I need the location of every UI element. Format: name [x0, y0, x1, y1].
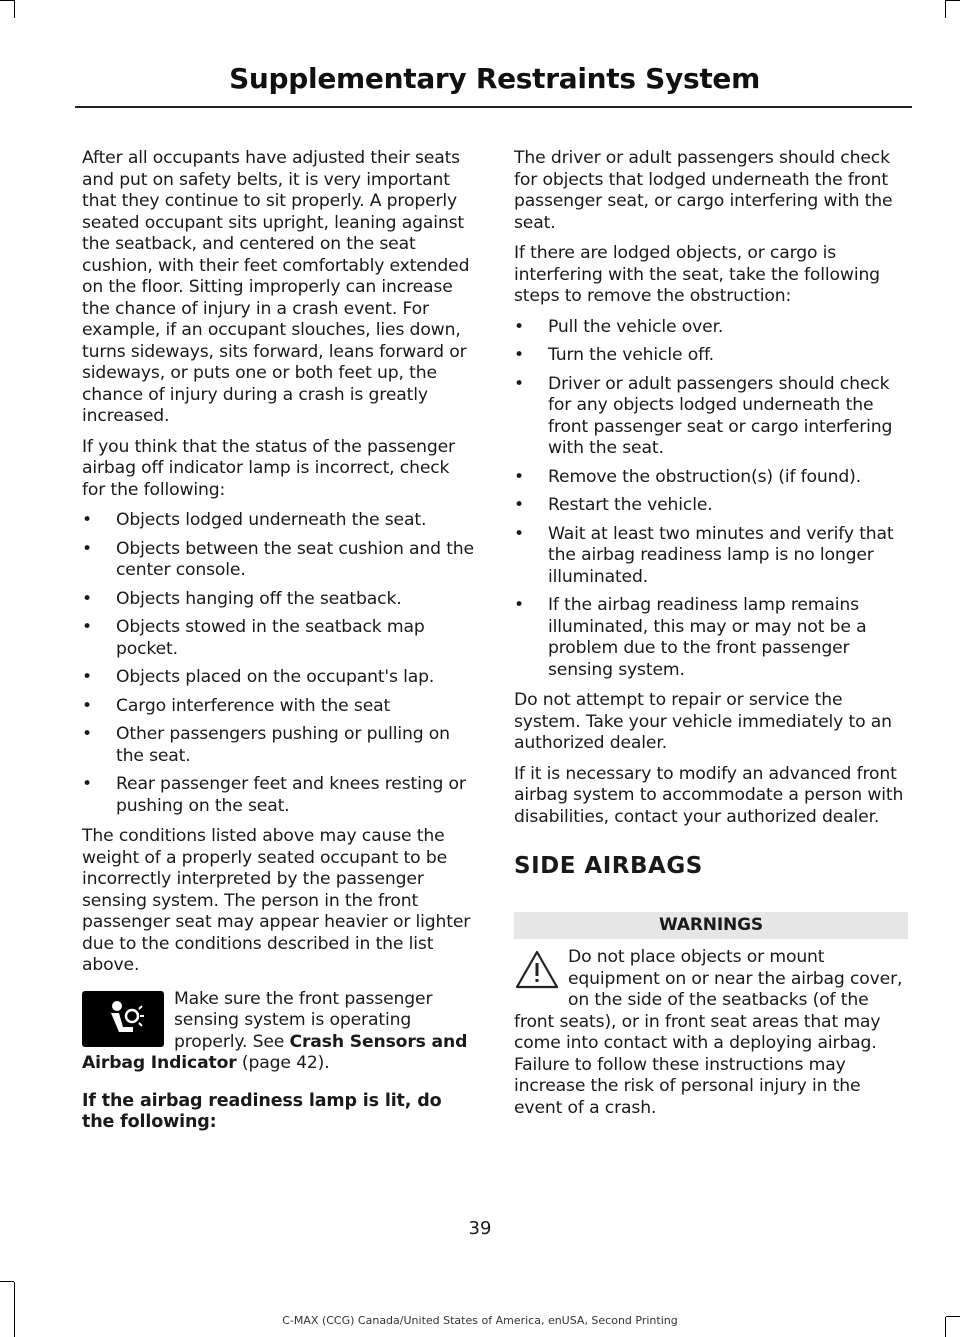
list-item: • Objects lodged underneath the seat.	[82, 510, 476, 532]
warning-triangle-icon	[514, 949, 560, 991]
list-item: • Cargo interference with the seat	[82, 696, 476, 718]
paragraph: If there are lodged objects, or cargo is interfering with the seat, take the following steps to remove the obstruction:	[514, 243, 880, 306]
list-item: • Objects hanging off the seatback.	[82, 589, 476, 611]
left-column	[82, 148, 476, 1143]
note-block	[82, 989, 476, 1075]
paragraph: If you think that the status of the passenger airbag off indicator lamp is incorrect, check for the following:	[82, 436, 455, 500]
list-item: • Objects stowed in the seatback map pocket.	[82, 617, 476, 660]
list-item: • Rear passenger feet and knees resting or pushing on the seat.	[82, 774, 476, 817]
paragraph: After all occupants have adjusted their seats and put on safety belts, it is very important that they continue to sit properly. A properly seated occupant sits upright, leaning against the seatback, and centered on the seat cushion, with their feet comfortably extended on the floor. Sitting improperly can increase the chance of injury in a crash event. For example, if an occupant slouches, lies down, turns sideways, sits forward, leans forward or sideways, or puts one or both feet up, the chance of injury during a crash is greatly increased.	[82, 148, 470, 426]
crop-mark	[14, 0, 15, 18]
paragraph: The driver or adult passengers should check for objects that lodged underneath the front passenger seat, or cargo interfering with the seat.	[514, 148, 893, 233]
page-title: Supplementary Restraints System	[229, 62, 760, 95]
sub-heading: If the airbag readiness lamp is lit, do the following:	[82, 1090, 442, 1132]
right-column	[514, 148, 908, 1119]
paragraph: The conditions listed above may cause the weight of a properly seated occupant to be incorrectly interpreted by the passenger sensing system. The person in the front passenger seat may appear heavier or lighter due to the conditions described in the list above.	[82, 826, 471, 975]
list-item: • Other passengers pushing or pulling on the seat.	[82, 724, 476, 767]
list-item: • If the airbag readiness lamp remains illuminated, this may or may not be a problem due to the front passenger sensing system.	[514, 595, 908, 681]
list-item: • Wait at least two minutes and verify that the airbag readiness lamp is no longer illuminated.	[514, 524, 908, 589]
airbag-warning-icon	[82, 991, 164, 1047]
list-item: • Remove the obstruction(s) (if found).	[514, 467, 908, 489]
crop-mark	[946, 0, 960, 1]
cross-reference-link[interactable]: Crash Sensors and Airbag Indicator	[82, 1031, 468, 1073]
page-reference: (page 42).	[236, 1053, 330, 1073]
crop-mark	[0, 1281, 14, 1282]
list-item: • Pull the vehicle over.	[514, 317, 908, 339]
header-divider	[75, 106, 912, 108]
list-item: • Driver or adult passengers should check for any objects lodged underneath the front passenger seat or cargo interfering with the seat.	[514, 374, 908, 460]
crop-mark	[0, 0, 14, 1]
crop-mark	[14, 1282, 15, 1337]
crop-mark	[945, 0, 946, 18]
warning-text: Do not place objects or mount equipment on or near the airbag cover, on the side of the seatbacks (of the front seats), or in front seat areas that may come into contact with a deploying airbag. Failure to follow these instructions may increase the risk of personal injury in the event of a crash.	[514, 947, 903, 1118]
list-item: • Objects placed on the occupant's lap.	[82, 667, 476, 689]
paragraph: Do not attempt to repair or service the system. Take your vehicle immediately to an authorized dealer.	[514, 690, 892, 753]
list-item: • Restart the vehicle.	[514, 495, 908, 517]
page-number: 39	[468, 1218, 492, 1239]
warning-block	[514, 947, 908, 1119]
list-item: • Objects between the seat cushion and the center console.	[82, 539, 476, 582]
bullet-list	[514, 317, 908, 682]
paragraph: If it is necessary to modify an advanced front airbag system to accommodate a person with disabilities, contact your authorized dealer.	[514, 763, 904, 827]
section-heading: SIDE AIRBAGS	[514, 853, 703, 879]
note-text: Make sure the front passenger sensing system is operating properly. See	[174, 988, 433, 1052]
warnings-header: WARNINGS	[514, 912, 908, 940]
list-item: • Turn the vehicle off.	[514, 345, 908, 367]
bullet-list	[82, 510, 476, 817]
footer: C-MAX (CCG) Canada/United States of America, enUSA, Second Printing	[282, 1314, 678, 1327]
